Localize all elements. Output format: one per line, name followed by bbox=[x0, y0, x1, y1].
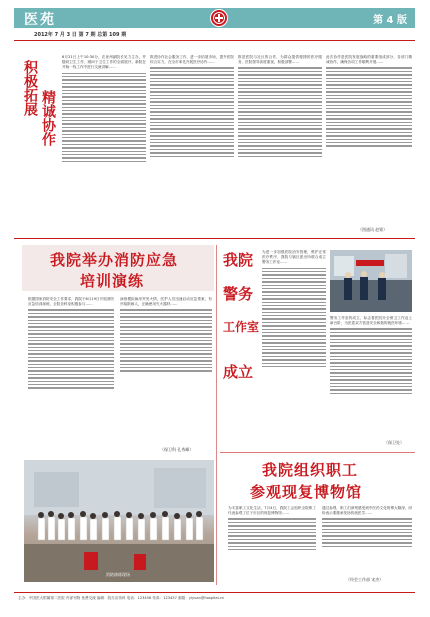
section-divider-1 bbox=[14, 238, 415, 239]
police-office-photo bbox=[330, 250, 412, 312]
footer-text: 主办：中国医大附属第二医院 内部刊物 免费交流 编辑：院办宣传科 电话：123456 传真：123457 邮箱：yiyuan@hospital.cn bbox=[18, 596, 225, 600]
top-article-col2 bbox=[150, 55, 234, 235]
section-divider-2 bbox=[220, 452, 415, 453]
fire-drill-col2-lead: 演练模拟病房突发火情，医护人员迅速启动应急预案，有序疏散病人，正确使用灭火器材…… bbox=[120, 297, 212, 307]
museum-title-line2: 参观现复博物馆 bbox=[250, 483, 363, 501]
top-article-col2-lead: 推进协作社会服务工作，进一步拓展市场，提升医院综合实力，在全市率先开展医疗协作…… bbox=[150, 55, 234, 65]
police-title-line1: 我院 bbox=[223, 251, 254, 269]
museum-col2-lead: 通过参观，职工们深刻感受到中医药文化的博大精深，纷纷表示要继承发扬传统医学…… bbox=[322, 506, 412, 516]
police-byline: （保卫处） bbox=[384, 440, 404, 445]
police-col1-lead: 为进一步加强医院治安管理，维护正常医疗秩序，我院与辖区派出所联合成立警务工作室…… bbox=[262, 250, 326, 265]
top-article-col4-lead: 此次协作是医院发展战略的重要组成部分，各部门精诚协作，确保各项工作顺利开展…… bbox=[326, 55, 412, 65]
police-photo-illustration bbox=[330, 250, 412, 312]
police-col2-lead: 警务工作室的成立，标志着医院安全保卫工作迈上新台阶，为医患双方营造安全和谐的就医环境…… bbox=[330, 316, 412, 326]
edition-label: 第 4 版 bbox=[373, 15, 407, 26]
police-headline-box bbox=[221, 252, 261, 392]
hospital-logo-icon bbox=[210, 9, 228, 27]
police-col1 bbox=[262, 250, 326, 450]
fire-drill-byline: （保卫科 孔秀峰） bbox=[160, 447, 194, 452]
fire-drill-col1 bbox=[28, 297, 114, 457]
fire-drill-title-line2: 培训演练 bbox=[80, 272, 145, 290]
top-article-col1-lead: 6月21日上午10:30分，在泉州副院长吴力主办，并随同卫生工作，顾问于卫生工作的全面展开，新院在开始一线工作中进行交流讲解…… bbox=[62, 55, 146, 70]
museum-col2 bbox=[322, 506, 412, 586]
fire-drill-photo bbox=[24, 460, 214, 582]
police-title-line4: 成立 bbox=[223, 363, 254, 381]
museum-col1 bbox=[228, 506, 316, 586]
fire-drill-col1-lead: 根据国家消防安全工作要求，我院于6月19日开展消防应急培训演练，全院各科室积极参与…… bbox=[28, 297, 114, 307]
fire-drill-photo-illustration bbox=[24, 460, 214, 582]
top-article-col4 bbox=[326, 55, 412, 223]
top-article-byline: （图通讯 赵铭） bbox=[358, 227, 388, 232]
police-title-line2: 警务 bbox=[223, 285, 254, 303]
top-article-title-col1: 积极拓展 bbox=[22, 60, 38, 116]
fire-drill-headline-box bbox=[22, 245, 214, 291]
column-separator bbox=[216, 245, 217, 585]
museum-title-line1: 我院组织职工 bbox=[262, 461, 359, 479]
top-article-title-col2: 精诚协作 bbox=[40, 90, 56, 146]
fire-drill-title-line1: 我院举办消防应急 bbox=[50, 251, 179, 269]
issue-line: 2012年 7 月 3 日 第 7 期 总第 109 期 bbox=[34, 32, 127, 38]
police-title-line3: 工作室 bbox=[223, 320, 260, 334]
top-article-col3 bbox=[238, 55, 322, 235]
police-col2 bbox=[330, 316, 412, 458]
masthead-title: 医苑 bbox=[24, 12, 56, 28]
museum-byline: （经会工作部 宋杰） bbox=[346, 577, 384, 582]
top-article-title-block bbox=[20, 50, 56, 235]
masthead-underline bbox=[14, 40, 415, 41]
top-article-col1 bbox=[62, 55, 146, 235]
top-article-col3-lead: 推进医院与社区的合作，为群众提供便捷的医疗服务，医院领导高度重视，积极部署…… bbox=[238, 55, 322, 65]
footer-rule bbox=[14, 592, 415, 593]
museum-col1-lead: 为丰富职工文化生活，7月4日，我院工会组织全院职工代表参观了位于市区的现复博物馆…… bbox=[228, 506, 316, 516]
fire-drill-photo-caption: 消防演练现场 bbox=[106, 572, 130, 577]
fire-drill-col2 bbox=[120, 297, 212, 457]
masthead-bar bbox=[14, 8, 415, 28]
